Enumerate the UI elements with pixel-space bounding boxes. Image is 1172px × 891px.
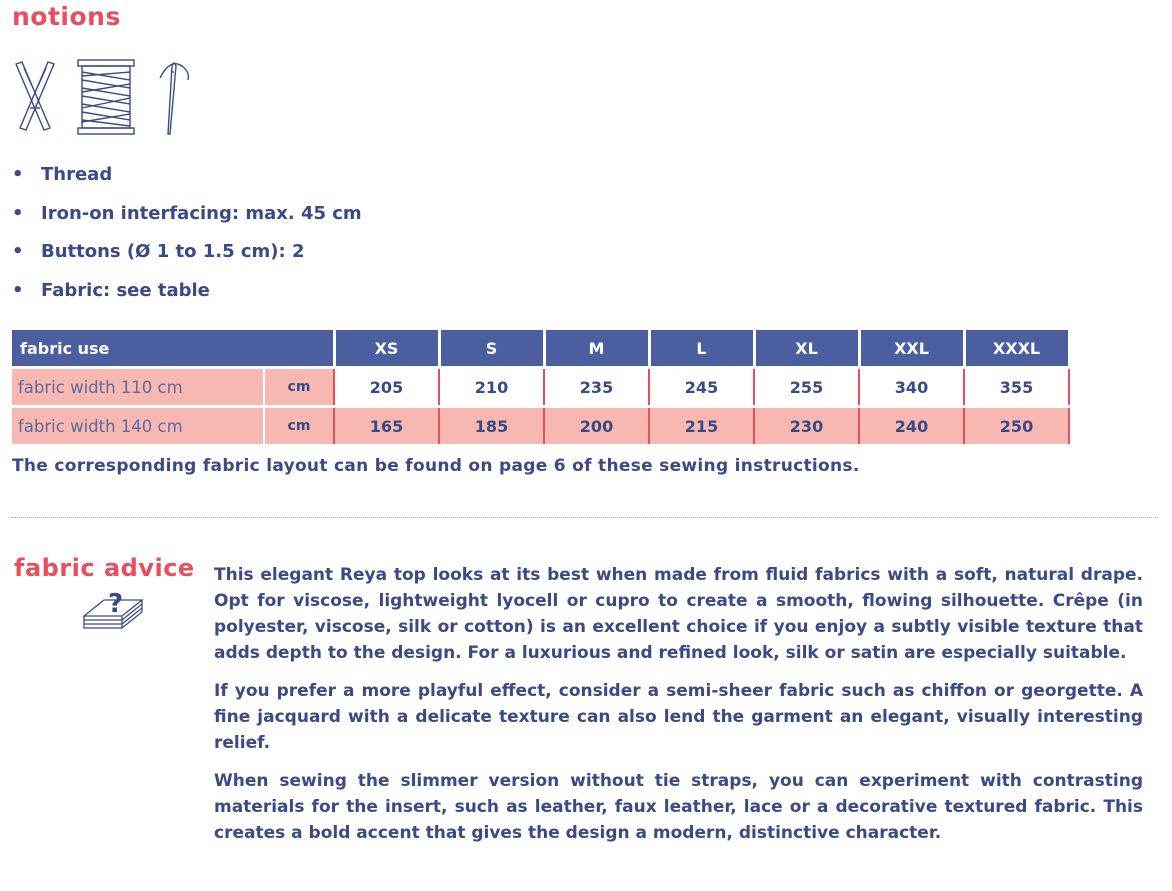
notion-text: Buttons (Ø 1 to 1.5 cm): 2 [41,241,305,263]
size-header: XL [754,330,859,368]
bullet: • [12,241,24,263]
scissors-icon [16,62,54,130]
table-cell: 165 [334,407,439,445]
bullet: • [12,280,24,302]
size-header: S [439,330,544,368]
fabric-stack-question-icon [80,582,144,634]
needle-icon [160,63,188,134]
size-header: XXL [859,330,964,368]
fabric-use-table [12,330,1071,444]
notions-list [12,162,362,317]
notion-text: Iron-on interfacing: max. 45 cm [41,202,362,224]
row-label: fabric width 110 cm [12,368,264,407]
thread-spool-icon [78,60,134,134]
fabric-layout-note: The corresponding fabric layout can be found on page 6 of these sewing instructions. [12,456,860,476]
question-mark: ? [108,589,124,619]
row-unit: cm [264,368,334,407]
table-cell: 235 [544,368,649,407]
size-header: XS [334,330,439,368]
table-row [12,368,1069,407]
bullet: • [12,164,24,185]
section-divider [12,517,1158,518]
notions-icons [10,58,200,138]
advice-paragraph: This elegant Reya top looks at its best when made from fluid fabrics with a soft, natural drape. Opt for viscose, lightweight lyocell or cupro to create a smooth, flowing silhouette. Crêpe (in polyester, viscose, silk or cotton) is an excellent choice if you enjoy a subtly visible texture that adds depth to the design. For a luxurious and refined look, silk or satin are especially suitable. [214,565,1143,663]
table-cell: 355 [964,368,1069,407]
list-item [12,278,362,317]
table-cell: 210 [439,368,544,407]
table-header-row [12,330,1069,368]
size-header: XXXL [964,330,1069,368]
table-cell: 240 [859,407,964,445]
size-header: M [544,330,649,368]
table-row [12,407,1069,445]
table-cell: 340 [859,368,964,407]
row-unit: cm [264,407,334,445]
notion-text: Fabric: see table [41,280,210,302]
fabric-advice-title: fabric advice [14,554,195,582]
table-cell: 250 [964,407,1069,445]
table-cell: 230 [754,407,859,445]
bullet: • [12,202,24,224]
table-cell: 185 [439,407,544,445]
table-cell: 255 [754,368,859,407]
table-cell: 245 [649,368,754,407]
row-label: fabric width 140 cm [12,407,264,445]
table-header-label: fabric use [12,330,334,368]
table-cell: 215 [649,407,754,445]
advice-paragraph: When sewing the slimmer version without tie straps, you can experiment with contrasting materials for the insert, such as leather, faux leather, lace or a decorative textured fabric. This creates a bold accent that gives the design a modern, distinctive character. [214,771,1143,843]
notions-title: notions [12,2,121,31]
notion-text: Thread [41,164,113,185]
advice-paragraph: If you prefer a more playful effect, consider a semi-sheer fabric such as chiffon or georgette. A fine jacquard with a delicate texture can also lend the garment an elegant, visually interesting relief. [214,681,1143,753]
table-cell: 205 [334,368,439,407]
list-item [12,239,362,278]
fabric-advice-text [214,562,1143,858]
list-item [12,201,362,240]
list-item [12,162,362,201]
table-cell: 200 [544,407,649,445]
size-header: L [649,330,754,368]
